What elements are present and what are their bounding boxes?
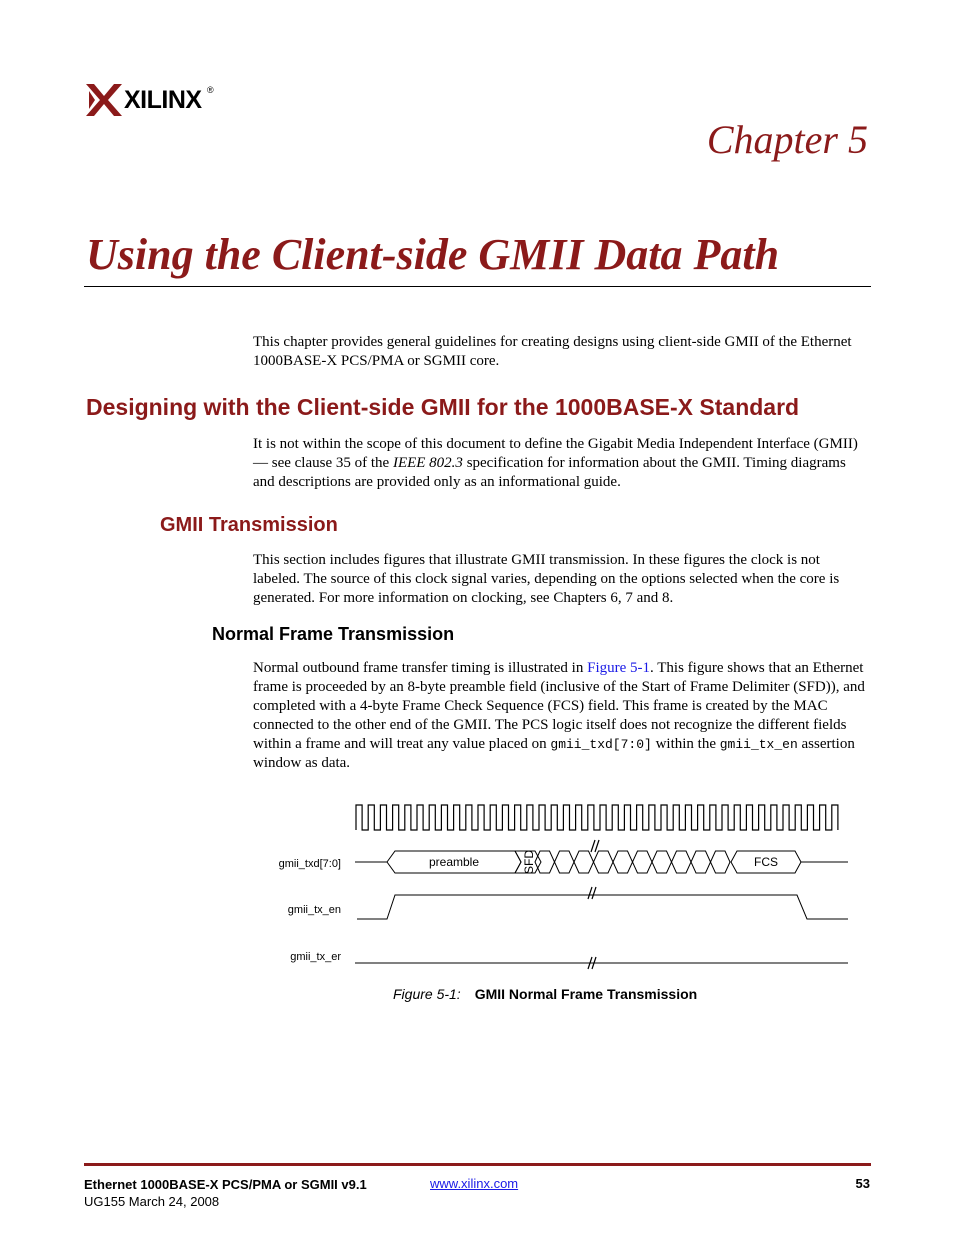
footer-url-link[interactable]: www.xilinx.com [430, 1176, 519, 1191]
code-gmii-tx-en: gmii_tx_en [719, 737, 798, 752]
clock-path [356, 805, 838, 830]
break-marks [588, 840, 599, 969]
data-byte-segment [535, 851, 555, 873]
fcs-label: FCS [754, 855, 778, 869]
logo-wordmark: XILINX [124, 86, 202, 114]
timing-diagram [250, 795, 860, 980]
caption-number: Figure 5-1: [393, 986, 461, 1002]
data-byte-segment [633, 851, 653, 873]
preamble-label: preamble [428, 855, 480, 869]
footer-doc-info [84, 1176, 367, 1210]
data-byte-segment [594, 851, 614, 873]
data-byte-segment [672, 851, 692, 873]
data-byte-segment [574, 851, 594, 873]
text-span: . This figure shows that an Ethernet frame is proceeded by an 8-byte preamble field (inclusive of the Start of Frame Delimiter (SFD)), and completed with a 4-byte Frame Check Sequence (FCS) field. This frame is created by the MAC connected to the other end of the GMII. The PCS logic itself does not recognize the different fields within a frame and will treat any value placed on [253, 660, 865, 752]
section-heading-designing: Designing with the Client-side GMII for the 1000BASE-X Standard [86, 394, 800, 420]
page-title: Using the Client-side GMII Data Path [86, 230, 780, 279]
page-number: 53 [855, 1176, 870, 1191]
registered-mark: ® [207, 85, 214, 95]
chapter-label: Chapter 5 [706, 117, 868, 162]
section-designing-paragraph [253, 435, 869, 492]
signal-label-tx-er: gmii_tx_er [290, 951, 341, 963]
data-byte-segment [691, 851, 711, 873]
section-heading-normal-frame: Normal Frame Transmission [212, 624, 455, 644]
data-byte-segment [613, 851, 633, 873]
data-byte-segment [652, 851, 672, 873]
xilinx-logo-icon [86, 82, 122, 118]
text-span: It is not within the scope of this document to define the Gigabit Media Independent Interface (GMII)— see clause 35 of the [253, 436, 858, 471]
text-span: Normal outbound frame transfer timing is illustrated in [253, 660, 588, 676]
text-span: specification for information about the GMII. Timing diagrams and descriptions are provided only as an informational guide. [253, 455, 846, 490]
text-span: within the [651, 736, 720, 752]
signal-label-txd: gmii_txd[7:0] [278, 858, 341, 870]
footer-doc-id: UG155 March 24, 2008 [84, 1194, 220, 1209]
data-byte-segment [555, 851, 575, 873]
text-span: assertion window as data. [253, 736, 855, 771]
ieee-ref: IEEE 802.3 [392, 455, 463, 471]
section-transmission-paragraph: This section includes figures that illustrate GMII transmission. In these figures the clock is not labeled. The source of this clock signal varies, depending on the options selected when the core is generated. For more information on clocking, see Chapters 6, 7 and 8. [253, 552, 840, 606]
footer-doc-title: Ethernet 1000BASE-X PCS/PMA or SGMII v9.1 [84, 1177, 367, 1192]
data-byte-segment [711, 851, 731, 873]
figure-caption [393, 986, 697, 1002]
title-divider [84, 286, 871, 287]
section-normal-frame-paragraph [253, 659, 869, 773]
intro-paragraph: This chapter provides general guidelines for creating designs using client-side GMII of the Ethernet 1000BASE-X PCS/PMA or SGMII core. [253, 334, 852, 369]
signal-label-tx-en: gmii_tx_en [287, 904, 341, 916]
tx-en-waveform [357, 895, 848, 919]
data-bytes [535, 851, 730, 873]
clock-waveform [356, 805, 838, 830]
section-heading-gmii-transmission: GMII Transmission [160, 514, 338, 536]
code-gmii-txd: gmii_txd[7:0] [550, 737, 652, 752]
sfd-label: SFD [522, 850, 536, 874]
xilinx-logo [86, 80, 226, 120]
figure-link[interactable]: Figure 5-1 [587, 660, 651, 676]
caption-title: GMII Normal Frame Transmission [474, 986, 698, 1002]
footer-divider [84, 1163, 871, 1166]
